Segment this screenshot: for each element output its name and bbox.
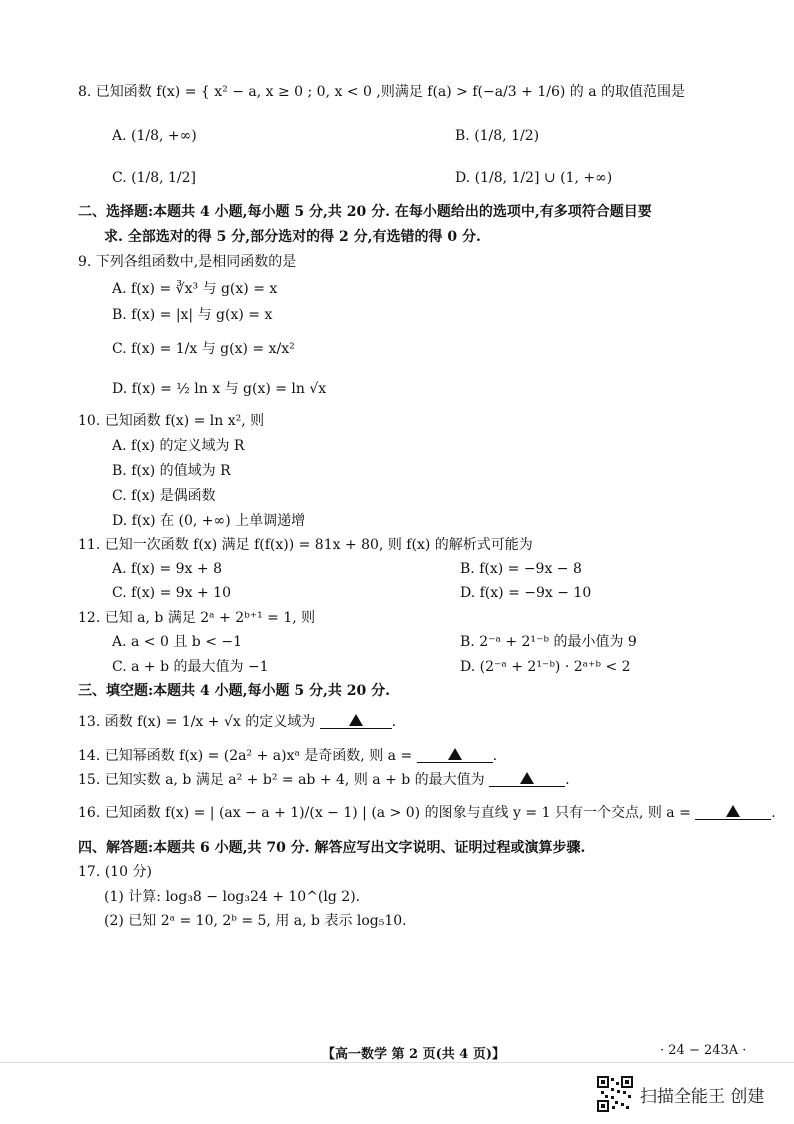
- question-12-stem: 12. 已知 a, b 满足 2ᵃ + 2ᵇ⁺¹ = 1, 则: [78, 610, 316, 626]
- q13-period: .: [391, 714, 397, 730]
- q8-option-b: B. (1/8, 1/2): [455, 128, 540, 144]
- section-3-heading: 三、填空题:本题共 4 小题,每小题 5 分,共 20 分.: [78, 683, 390, 699]
- q11-option-a: A. f(x) = 9x + 8: [112, 561, 222, 577]
- section-4-heading: 四、解答题:本题共 6 小题,共 70 分. 解答应写出文字说明、证明过程或演算步骤.: [78, 840, 586, 856]
- section-2-heading: 二、选择题:本题共 4 小题,每小题 5 分,共 20 分. 在每小题给出的选项中,有多项符合题目要: [78, 204, 652, 220]
- q10-option-a: A. f(x) 的定义域为 R: [112, 438, 245, 454]
- answer-blank: [489, 770, 565, 787]
- q16-period: .: [771, 805, 776, 821]
- question-15: [78, 770, 570, 790]
- q15-text: 15. 已知实数 a, b 满足 a² + b² = ab + 4, 则 a + b 的最大值为: [78, 772, 485, 788]
- qr-code-icon: [597, 1076, 633, 1112]
- question-11-stem: 11. 已知一次函数 f(x) 满足 f(f(x)) = 81x + 80, 则 f(x) 的解析式可能为: [78, 537, 533, 553]
- q12-option-b: B. 2⁻ᵃ + 2¹⁻ᵇ 的最小值为 9: [460, 634, 637, 650]
- question-14: [78, 746, 497, 766]
- q9-option-b: B. f(x) = |x| 与 g(x) = x: [112, 307, 273, 323]
- q12-option-c: C. a + b 的最大值为 −1: [112, 659, 269, 675]
- q11-option-d: D. f(x) = −9x − 10: [460, 585, 592, 601]
- question-17-head: 17. (10 分): [78, 864, 152, 880]
- answer-blank: [320, 712, 392, 729]
- question-9-stem: 9. 下列各组函数中,是相同函数的是: [78, 254, 297, 270]
- question-13: [78, 712, 396, 732]
- q11-option-c: C. f(x) = 9x + 10: [112, 585, 231, 601]
- q14-text: 14. 已知幂函数 f(x) = (2a² + a)xᵃ 是奇函数, 则 a =: [78, 748, 413, 764]
- q16-text: 16. 已知函数 f(x) = | (ax − a + 1)/(x − 1) | (a > 0) 的图象与直线 y = 1 只有一个交点, 则 a =: [78, 805, 691, 821]
- question-8-stem: 8. 已知函数 f(x) = { x² − a, x ≥ 0 ; 0, x < 0 ,则满足 f(a) > f(−a/3 + 1/6) 的 a 的取值范围是: [78, 84, 686, 100]
- q13-text: 13. 函数 f(x) = 1/x + √x 的定义域为: [78, 714, 316, 730]
- section-2-heading-cont: 求. 全部选对的得 5 分,部分选对的得 2 分,有选错的得 0 分.: [104, 229, 481, 245]
- q12-option-a: A. a < 0 且 b < −1: [112, 634, 243, 650]
- q8-option-d: D. (1/8, 1/2] ∪ (1, +∞): [455, 170, 613, 186]
- answer-blank: [417, 746, 493, 763]
- q9-option-d: D. f(x) = ½ ln x 与 g(x) = ln √x: [112, 381, 327, 397]
- q12-option-d: D. (2⁻ᵃ + 2¹⁻ᵇ) · 2ᵃ⁺ᵇ < 2: [460, 659, 631, 675]
- q9-option-a: A. f(x) = ∛x³ 与 g(x) = x: [112, 281, 278, 297]
- q10-option-d: D. f(x) 在 (0, +∞) 上单调递增: [112, 513, 306, 529]
- q8-option-c: C. (1/8, 1/2]: [112, 170, 196, 186]
- q9-option-c: C. f(x) = 1/x 与 g(x) = x/x²: [112, 341, 295, 357]
- scanner-watermark: 扫描全能王 创建: [640, 1087, 765, 1107]
- q10-option-b: B. f(x) 的值域为 R: [112, 463, 231, 479]
- triangle-icon: [726, 805, 740, 817]
- q17-part-1: (1) 计算: log₃8 − log₃24 + 10^(lg 2).: [104, 889, 361, 905]
- q10-option-c: C. f(x) 是偶函数: [112, 488, 216, 504]
- q11-option-b: B. f(x) = −9x − 8: [460, 561, 582, 577]
- triangle-icon: [448, 748, 462, 760]
- q8-option-a: A. (1/8, +∞): [112, 128, 197, 144]
- page-footer: 【高一数学 第 2 页(共 4 页)】: [322, 1047, 506, 1062]
- q17-part-2: (2) 已知 2ᵃ = 10, 2ᵇ = 5, 用 a, b 表示 log₅10.: [104, 913, 407, 929]
- triangle-icon: [349, 714, 363, 726]
- answer-blank: [695, 803, 771, 820]
- exam-code: · 24 − 243A ·: [660, 1043, 747, 1058]
- q14-period: .: [492, 748, 498, 764]
- question-16: [78, 803, 776, 823]
- triangle-icon: [520, 772, 534, 784]
- question-10-stem: 10. 已知函数 f(x) = ln x², 则: [78, 413, 265, 429]
- divider: [0, 1062, 794, 1063]
- q15-period: .: [565, 772, 570, 788]
